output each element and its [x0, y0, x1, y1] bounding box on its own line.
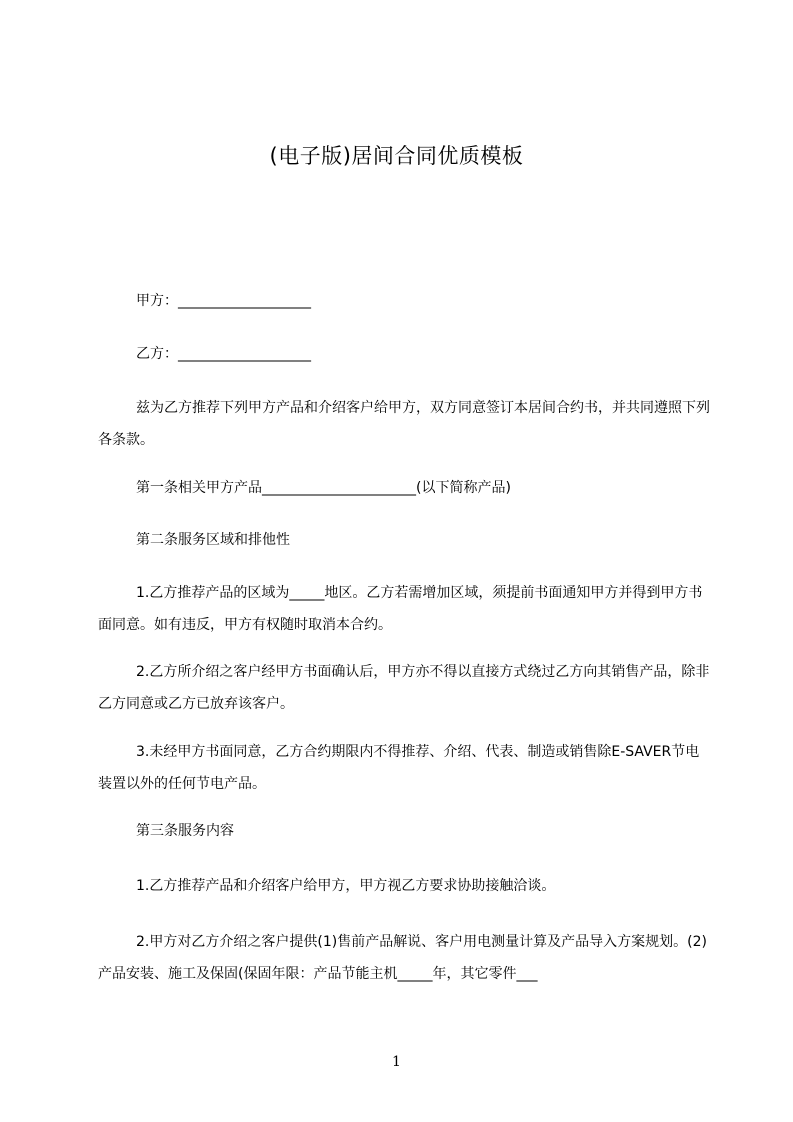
page-number: 1: [392, 1054, 401, 1070]
article-3-heading: 第三条服务内容: [136, 823, 234, 839]
article-2-item-2: 2.乙方所介绍之客户经甲方书面确认后，甲方亦不得以直接方式绕过乙方向其销售产品，除非乙方同意或乙方已放弃该客户。: [98, 664, 710, 712]
article-3-item-1: 1.乙方推荐产品和介绍客户给甲方，甲方视乙方要求协助接触洽谈。: [136, 878, 556, 894]
party-b-line: 乙方：___________________: [136, 346, 311, 362]
article-2-item-3: 3.未经甲方书面同意，乙方合约期限内不得推荐、介绍、代表、制造或销售除E-SAVER节电装置以外的任何节电产品。: [98, 744, 700, 792]
party-a-line: 甲方：___________________: [136, 293, 311, 309]
article-2-item-1: 1.乙方推荐产品的区域为_____地区。乙方若需增加区域，须提前书面通知甲方并得到甲方书面同意。如有违反，甲方有权随时取消本合约。: [98, 585, 703, 633]
article-1: 第一条相关甲方产品______________________(以下简称产品): [136, 480, 511, 496]
article-2-heading: 第二条服务区域和排他性: [136, 532, 290, 548]
article-3-item-2: 2.甲方对乙方介绍之客户提供(1)售前产品解说、客户用电测量计算及产品导入方案规划。(2)产品安装、施工及保固(保固年限：产品节能主机_____年，其它零件___: [98, 934, 708, 982]
document-title: (电子版)居间合同优质模板: [269, 144, 524, 168]
intro-paragraph: 兹为乙方推荐下列甲方产品和介绍客户给甲方，双方同意签订本居间合约书，并共同遵照下列各条款。: [98, 400, 710, 448]
